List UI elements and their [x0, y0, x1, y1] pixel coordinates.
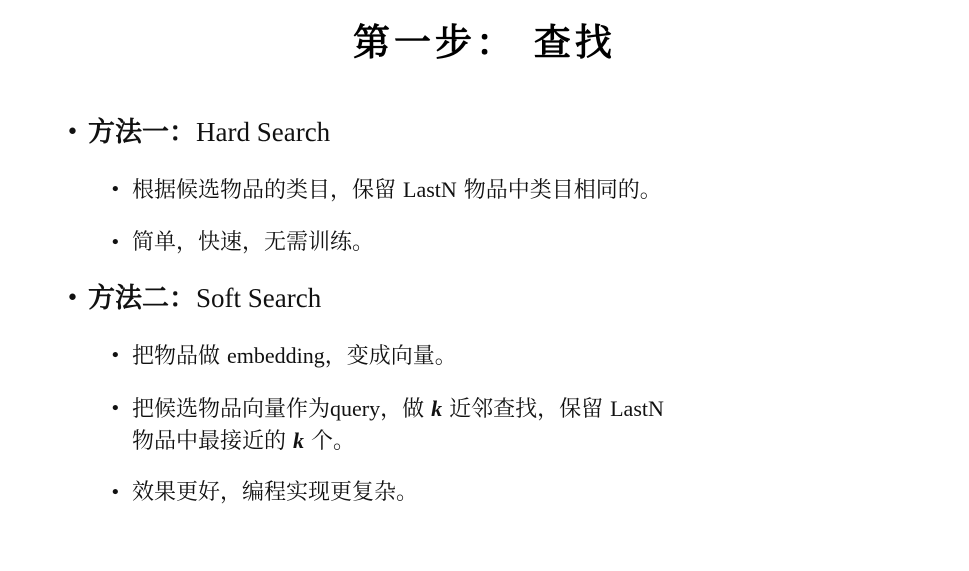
text-part: 近邻查找，保留: [442, 397, 611, 422]
slide-title: 第一步： 查找: [353, 20, 616, 64]
text-part: 物品中最接近的: [132, 429, 293, 454]
text-part: ，做: [380, 397, 432, 422]
bullet-icon: •: [66, 120, 79, 146]
item-text: [132, 340, 457, 372]
section-label-en: Soft Search: [196, 283, 322, 313]
section-label: 方法一：: [88, 117, 196, 148]
list-item: [110, 174, 662, 206]
text-part: 效果更好，编程实现更复杂。: [132, 480, 419, 505]
text-part: 简单，快速，无需训练。: [132, 230, 375, 255]
item-text: [132, 227, 374, 258]
section-label-en: Hard Search: [196, 117, 331, 147]
text-part-en: query: [330, 396, 381, 421]
text-part: 根据候选物品的类目，保留: [132, 178, 403, 203]
text-part-en: LastN: [403, 177, 457, 202]
section-label: 方法二：: [88, 283, 196, 314]
text-part: 个。: [304, 429, 355, 454]
list-item: [110, 477, 418, 508]
section-hard-search: [66, 116, 330, 149]
text-part: ，变成向量。: [324, 344, 457, 369]
bullet-icon: •: [110, 232, 121, 253]
item-text: [132, 393, 664, 457]
text-part: 把候选物品向量作为: [132, 397, 331, 422]
text-part-en: LastN: [610, 396, 664, 421]
bullet-icon: •: [110, 345, 121, 366]
math-k: k: [293, 428, 304, 453]
text-part: 物品中类目相同的。: [456, 178, 662, 203]
bullet-icon: •: [110, 179, 121, 200]
item-text: [132, 174, 662, 206]
list-item: [110, 227, 374, 258]
section-soft-search: [66, 282, 321, 315]
list-item: [110, 393, 664, 457]
list-item: [110, 340, 457, 372]
item-text: [132, 477, 418, 508]
math-k: k: [431, 396, 443, 421]
bullet-icon: •: [110, 482, 121, 503]
text-part: 把物品做: [132, 344, 227, 369]
text-part-en: embedding: [227, 343, 325, 368]
bullet-icon: •: [110, 398, 121, 419]
bullet-icon: •: [66, 286, 79, 312]
